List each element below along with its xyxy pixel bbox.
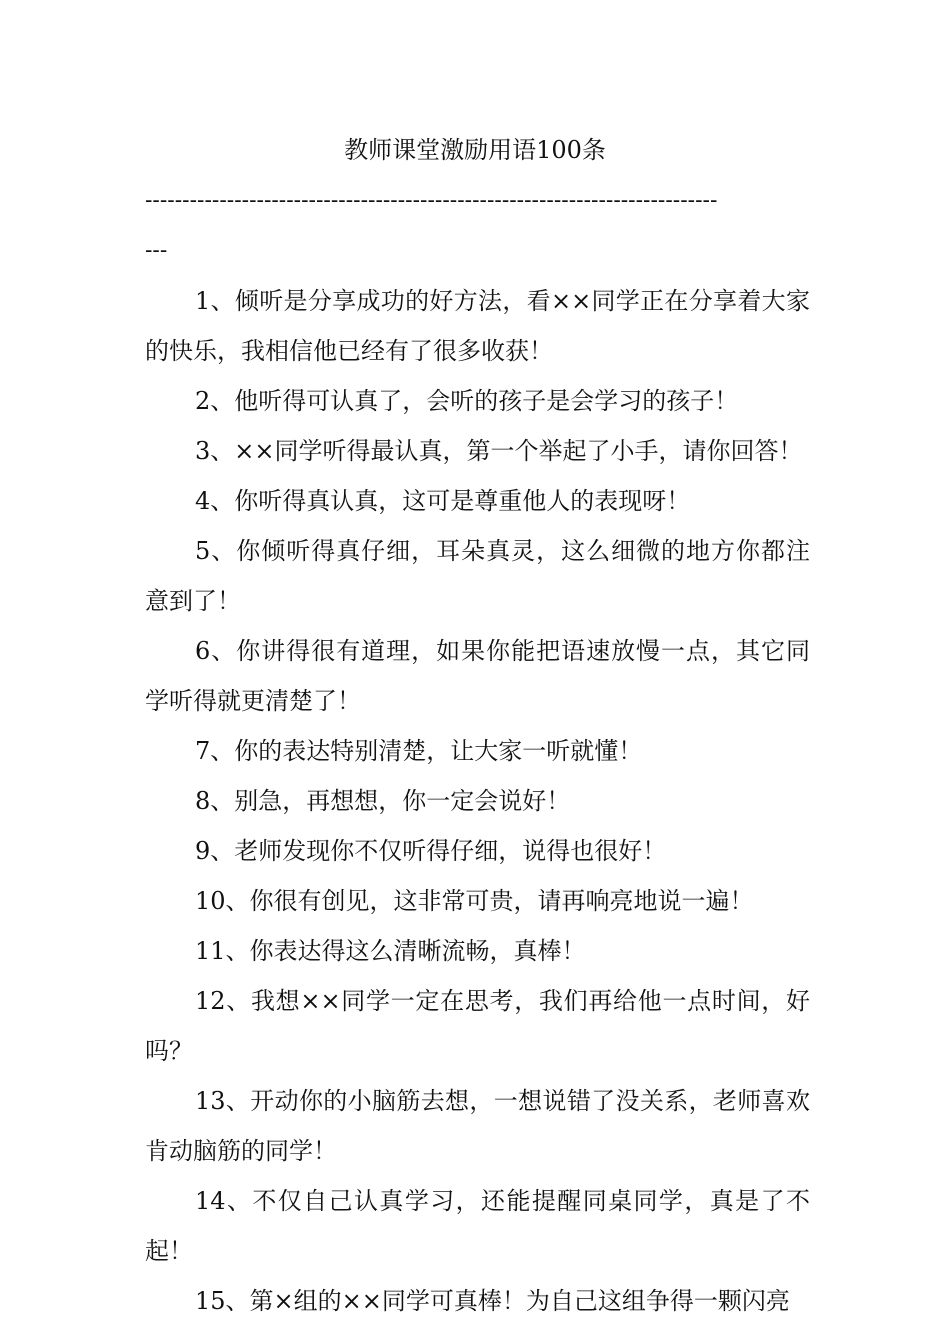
document-title: 教师课堂激励用语100条 bbox=[344, 136, 606, 164]
paragraph-6: 6、你讲得很有道理，如果你能把语速放慢一点，其它同学听得就更清楚了！ bbox=[145, 637, 810, 715]
document-body bbox=[145, 276, 810, 1326]
paragraph-9: 9、老师发现你不仅听得仔细，说得也很好！ bbox=[195, 837, 667, 865]
paragraph-2: 2、他听得可认真了，会听的孩子是会学习的孩子！ bbox=[195, 387, 739, 415]
divider-line-continued: --- bbox=[145, 238, 168, 263]
divider-line: ----------------------------------------------------------------------------- bbox=[145, 188, 718, 213]
paragraph-4: 4、你听得真认真，这可是尊重他人的表现呀！ bbox=[195, 487, 691, 515]
paragraph-11: 11、你表达得这么清晰流畅，真棒！ bbox=[195, 937, 586, 965]
paragraph-7: 7、你的表达特别清楚，让大家一听就懂！ bbox=[195, 737, 643, 765]
paragraph-8: 8、别急，再想想，你一定会说好！ bbox=[195, 787, 571, 815]
paragraph-12: 12、我想××同学一定在思考，我们再给他一点时间，好吗？ bbox=[145, 987, 810, 1065]
paragraph-1: 1、倾听是分享成功的好方法，看××同学正在分享着大家的快乐，我相信他已经有了很多收获！ bbox=[145, 287, 810, 365]
paragraph-3: 3、××同学听得最认真，第一个举起了小手，请你回答！ bbox=[195, 437, 803, 465]
paragraph-14: 14、不仅自己认真学习，还能提醒同桌同学，真是了不起！ bbox=[145, 1187, 810, 1265]
paragraph-15: 15、第×组的××同学可真棒！为自己这组争得一颗闪亮 bbox=[195, 1287, 790, 1315]
paragraph-5: 5、你倾听得真仔细，耳朵真灵，这么细微的地方你都注意到了！ bbox=[145, 537, 810, 615]
paragraph-10: 10、你很有创见，这非常可贵，请再响亮地说一遍！ bbox=[195, 887, 754, 915]
paragraph-13: 13、开动你的小脑筋去想，一想说错了没关系，老师喜欢肯动脑筋的同学！ bbox=[145, 1087, 810, 1165]
